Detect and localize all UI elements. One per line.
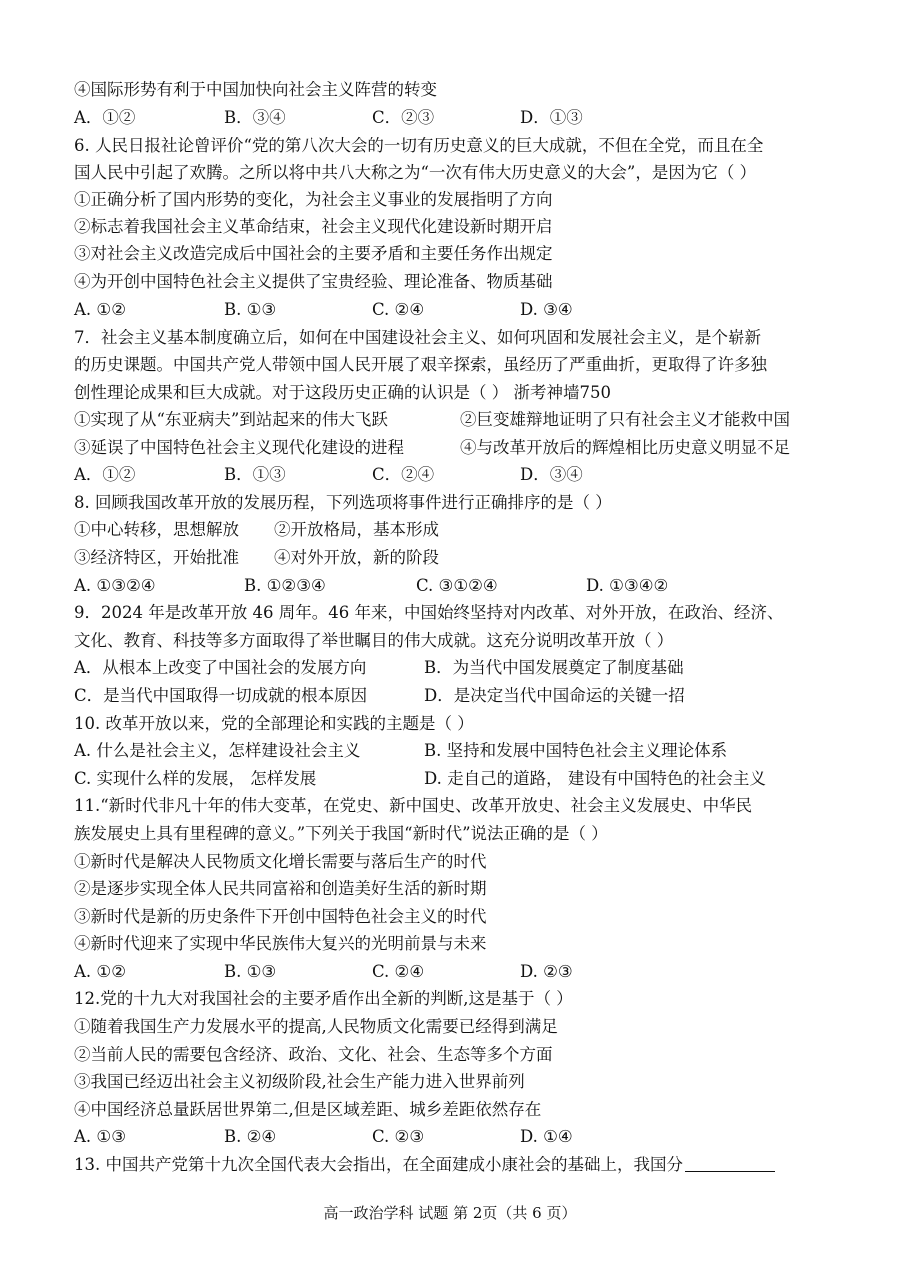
q12-item-4: ④中国经济总量跃居世界第二,但是区域差距、城乡差距依然存在 bbox=[74, 1100, 542, 1119]
q11-option-a: A. ①② bbox=[74, 962, 126, 981]
q8-items-row1 bbox=[74, 516, 830, 544]
q8-option-b: B. ①②③④ bbox=[244, 576, 326, 595]
q10-option-a: A. 什么是社会主义，怎样建设社会主义 bbox=[74, 741, 361, 760]
q6-item-2: ②标志着我国社会主义革命结束，社会主义现代化建设新时期开启 bbox=[74, 217, 553, 236]
q7-item-3: ③延误了中国特色社会主义现代化建设的进程 bbox=[74, 438, 404, 457]
q9-options-row1 bbox=[74, 654, 830, 682]
q7-item-4: ④与改革开放后的辉煌相比历史意义明显不足 bbox=[460, 438, 790, 457]
q11-item-4: ④新时代迎来了实现中华民族伟大复兴的光明前景与未来 bbox=[74, 934, 487, 953]
q5-option-a: A．①② bbox=[74, 108, 136, 127]
q9-option-b: B．为当代中国发展奠定了制度基础 bbox=[424, 658, 684, 677]
q5-option-c: C．②③ bbox=[372, 108, 435, 127]
q9-option-a: A．从根本上改变了中国社会的发展方向 bbox=[74, 658, 367, 677]
q6-option-d: D. ③④ bbox=[520, 300, 573, 319]
answer-blank bbox=[685, 1153, 775, 1172]
q10-option-d: D. 走自己的道路， 建设有中国特色的社会主义 bbox=[424, 769, 766, 788]
q7-item-1: ①实现了从“东亚病夫”到站起来的伟大飞跃 bbox=[74, 410, 388, 429]
q9-stem-line1: 9．2024 年是改革开放 46 周年。46 年来，中国始终坚持对内改革、对外开放，在政治、经济、 bbox=[74, 603, 784, 622]
q7-option-d: D．③④ bbox=[520, 465, 583, 484]
q12-stem: 12.党的十九大对我国社会的主要矛盾作出全新的判断,这是基于（ ） bbox=[74, 989, 573, 1008]
q11-item-3: ③新时代是新的历史条件下开创中国特色社会主义的时代 bbox=[74, 907, 487, 926]
q10-option-c: C. 实现什么样的发展， 怎样发展 bbox=[74, 769, 317, 788]
q8-items-row2 bbox=[74, 544, 830, 572]
q10-options-row1 bbox=[74, 737, 830, 765]
q8-option-a: A. ①③②④ bbox=[74, 576, 156, 595]
q8-item-3: ③经济特区，开始批准 bbox=[74, 548, 239, 567]
q10-options-row2 bbox=[74, 765, 830, 793]
q9-options-row2 bbox=[74, 682, 830, 710]
q12-options bbox=[74, 1123, 830, 1151]
q7-option-a: A．①② bbox=[74, 465, 136, 484]
q10-option-b: B. 坚持和发展中国特色社会主义理论体系 bbox=[424, 741, 728, 760]
q11-stem-line1: 11.“新时代非凡十年的伟大变革，在党史、新中国史、改革开放史、社会主义发展史、中华民 bbox=[74, 796, 753, 815]
q6-item-4: ④为开创中国特色社会主义提供了宝贵经验、理论准备、物质基础 bbox=[74, 272, 553, 291]
q9-option-c: C．是当代中国取得一切成就的根本原因 bbox=[74, 686, 368, 705]
q7-stem-line2: 的历史课题。中国共产党人带领中国人民开展了艰辛探索，虽经历了严重曲折，更取得了许多独 bbox=[74, 355, 767, 374]
q12-option-c: C. ②③ bbox=[372, 1127, 425, 1146]
q12-option-d: D. ①④ bbox=[520, 1127, 573, 1146]
q7-item-2: ②巨变雄辩地证明了只有社会主义才能救中国 bbox=[460, 410, 790, 429]
q12-item-1: ①随着我国生产力发展水平的提高,人民物质文化需要已经得到满足 bbox=[74, 1017, 558, 1036]
q11-option-d: D. ②③ bbox=[520, 962, 573, 981]
q5-option-b: B．③④ bbox=[224, 108, 286, 127]
q5-option-d: D．①③ bbox=[520, 108, 583, 127]
q9-option-d: D．是决定当代中国命运的关键一招 bbox=[424, 686, 685, 705]
q13-stem: 13. 中国共产党第十九次全国代表大会指出，在全面建成小康社会的基础上，我国分 bbox=[74, 1155, 683, 1174]
page-footer: 高一政治学科 试题 第 2页（共 6 页） bbox=[323, 1204, 577, 1222]
q6-option-c: C. ②④ bbox=[372, 300, 425, 319]
q12-option-b: B. ②④ bbox=[224, 1127, 277, 1146]
q6-item-3: ③对社会主义改造完成后中国社会的主要矛盾和主要任务作出规定 bbox=[74, 244, 553, 263]
q8-item-1: ①中心转移，思想解放 bbox=[74, 520, 239, 539]
q8-item-4: ④对外开放，新的阶段 bbox=[274, 548, 439, 567]
q10-stem: 10. 改革开放以来，党的全部理论和实践的主题是（ ） bbox=[74, 714, 474, 733]
q7-option-b: B．①③ bbox=[224, 465, 286, 484]
q6-stem-line2: 国人民中引起了欢腾。之所以将中共八大称之为“一次有伟大历史意义的大会”，是因为它（ ） bbox=[74, 163, 757, 182]
q12-item-3: ③我国已经迈出社会主义初级阶段,社会生产能力进入世界前列 bbox=[74, 1072, 525, 1091]
q8-item-2: ②开放格局，基本形成 bbox=[274, 520, 439, 539]
q11-item-1: ①新时代是解决人民物质文化增长需要与落后生产的时代 bbox=[74, 852, 487, 871]
q11-options bbox=[74, 958, 830, 986]
q7-option-c: C．②④ bbox=[372, 465, 435, 484]
q12-item-2: ②当前人民的需要包含经济、政治、文化、社会、生态等多个方面 bbox=[74, 1045, 553, 1064]
q7-items-row1 bbox=[74, 406, 830, 434]
q9-stem-line2: 文化、教育、科技等多方面取得了举世瞩目的伟大成就。这充分说明改革开放（ ） bbox=[74, 631, 674, 650]
q11-stem-line2: 族发展史上具有里程碑的意义。”下列关于我国“新时代”说法正确的是（ ） bbox=[74, 824, 608, 843]
q8-option-d: D. ①③④② bbox=[586, 576, 669, 595]
q6-option-b: B. ①③ bbox=[224, 300, 277, 319]
q11-option-c: C. ②④ bbox=[372, 962, 425, 981]
q11-option-b: B. ①③ bbox=[224, 962, 277, 981]
q13-stem-line bbox=[74, 1151, 830, 1179]
q6-option-a: A. ①② bbox=[74, 300, 126, 319]
q7-stem-line3: 创性理论成果和巨大成就。对于这段历史正确的认识是（ ） 浙考神墙750 bbox=[74, 383, 611, 402]
q11-item-2: ②是逐步实现全体人民共同富裕和创造美好生活的新时期 bbox=[74, 879, 487, 898]
q6-item-1: ①正确分析了国内形势的变化，为社会主义事业的发展指明了方向 bbox=[74, 190, 553, 209]
q6-options bbox=[74, 296, 830, 324]
q7-options bbox=[74, 461, 830, 489]
q12-option-a: A. ①③ bbox=[74, 1127, 126, 1146]
q5-options bbox=[74, 104, 830, 132]
q7-stem-line1: 7．社会主义基本制度确立后，如何在中国建设社会主义、如何巩固和发展社会主义，是个崭新 bbox=[74, 328, 761, 347]
q7-items-row2 bbox=[74, 434, 830, 462]
q8-options bbox=[74, 572, 830, 600]
q5-item-4: ④国际形势有利于中国加快向社会主义阵营的转变 bbox=[74, 80, 437, 99]
q8-option-c: C. ③①②④ bbox=[416, 576, 498, 595]
q6-stem-line1: 6. 人民日报社论曾评价“党的第八次大会的一切有历史意义的巨大成就，不但在全党，而且在全 bbox=[74, 136, 764, 155]
q8-stem: 8. 回顾我国改革开放的发展历程，下列选项将事件进行正确排序的是（ ） bbox=[74, 493, 612, 512]
